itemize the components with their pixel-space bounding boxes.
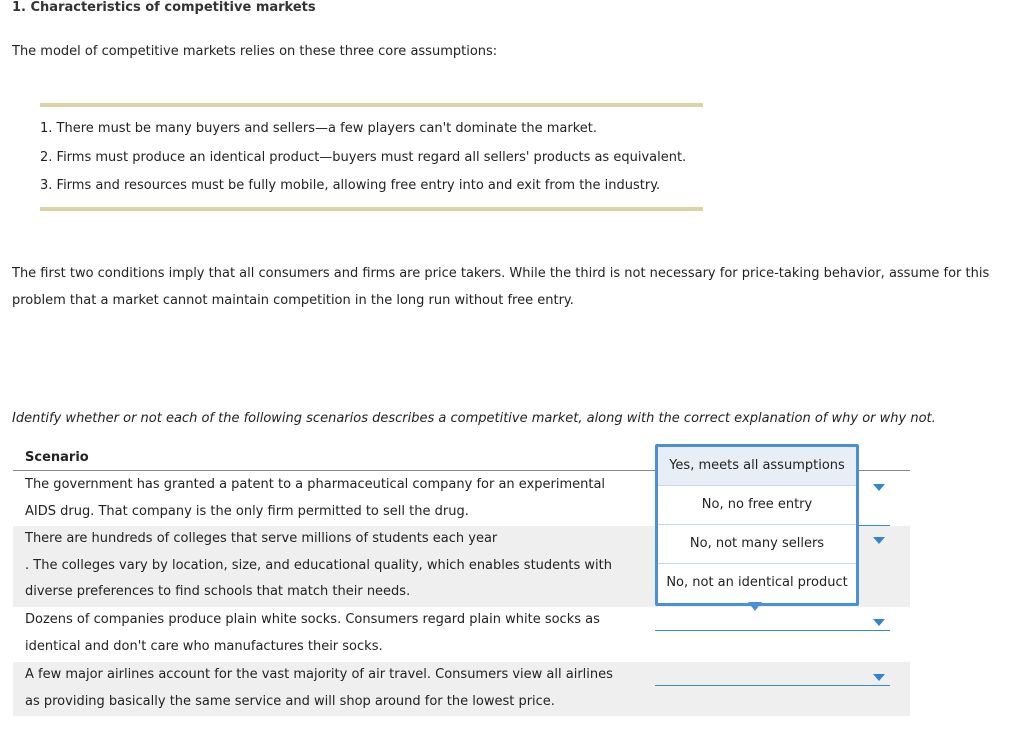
scenario-text (25, 472, 645, 525)
paragraph-line: problem that a market cannot maintain competition in the long run without free entry. (12, 293, 574, 308)
scenario-line: diverse preferences to find schools that match their needs. (25, 584, 411, 599)
scenario-line: The government has granted a patent to a pharmaceutical company for an experimental (25, 477, 606, 492)
top-divider (40, 103, 703, 107)
scenario-line: Dozens of companies produce plain white socks. Consumers regard plain white socks as (25, 612, 600, 627)
dropdown-2-arrow-icon[interactable] (873, 537, 885, 544)
paragraph-line: The first two conditions imply that all consumers and firms are price takers. While the third is not necessary for price-taking behavior, assume for this (12, 266, 990, 281)
intro-text: The model of competitive markets relies on these three core assumptions: (12, 44, 498, 59)
dropdown-options-menu[interactable] (655, 444, 859, 606)
scenario-text (25, 662, 645, 715)
scenario-line: . The colleges vary by location, size, and educational quality, which enables students with (25, 557, 612, 573)
dropdown-4-arrow-icon[interactable] (873, 674, 885, 681)
dropdown-3-arrow-icon[interactable] (873, 619, 885, 626)
option-no-free-entry[interactable]: No, no free entry (658, 486, 856, 525)
scenario-text (25, 607, 645, 660)
scenario-line: AIDS drug. That company is the only firm permitted to sell the drug. (25, 503, 469, 519)
scenario-line: A few major airlines account for the vast majority of air travel. Consumers view all airlines (25, 667, 613, 682)
scenario-line: There are hundreds of colleges that serve millions of students each year (25, 531, 498, 546)
bottom-divider (40, 207, 703, 211)
assumption-3: 3. Firms and resources must be fully mobile, allowing free entry into and exit from the industry. (40, 178, 661, 193)
scenario-text (25, 526, 645, 606)
option-yes-meets-all[interactable]: Yes, meets all assumptions (658, 447, 856, 486)
dropdown-3[interactable] (655, 630, 890, 631)
option-not-identical-product[interactable]: No, not an identical product (666, 575, 848, 590)
menu-pointer-icon (748, 602, 762, 611)
option-not-many-sellers[interactable]: No, not many sellers (658, 525, 856, 564)
dropdown-4[interactable] (655, 685, 890, 686)
assumption-1: 1. There must be many buyers and sellers—a few players can't dominate the market. (40, 121, 598, 136)
scenario-line: as providing basically the same service and will shop around for the lowest price. (25, 693, 555, 709)
assumption-2: 2. Firms must produce an identical product—buyers must regard all sellers' products as equivalent. (40, 150, 687, 165)
instructions: Identify whether or not each of the following scenarios describes a competitive market, along with the correct explanation of why or why not. (12, 411, 936, 426)
table-row (13, 607, 910, 662)
dropdown-1-arrow-icon[interactable] (873, 484, 885, 491)
table-row (13, 662, 910, 716)
scenario-header: Scenario (25, 450, 89, 465)
section-title: 1. Characteristics of competitive markets (12, 0, 316, 15)
conditions-paragraph (12, 260, 1017, 314)
scenario-line: identical and don't care who manufactures their socks. (25, 638, 383, 654)
